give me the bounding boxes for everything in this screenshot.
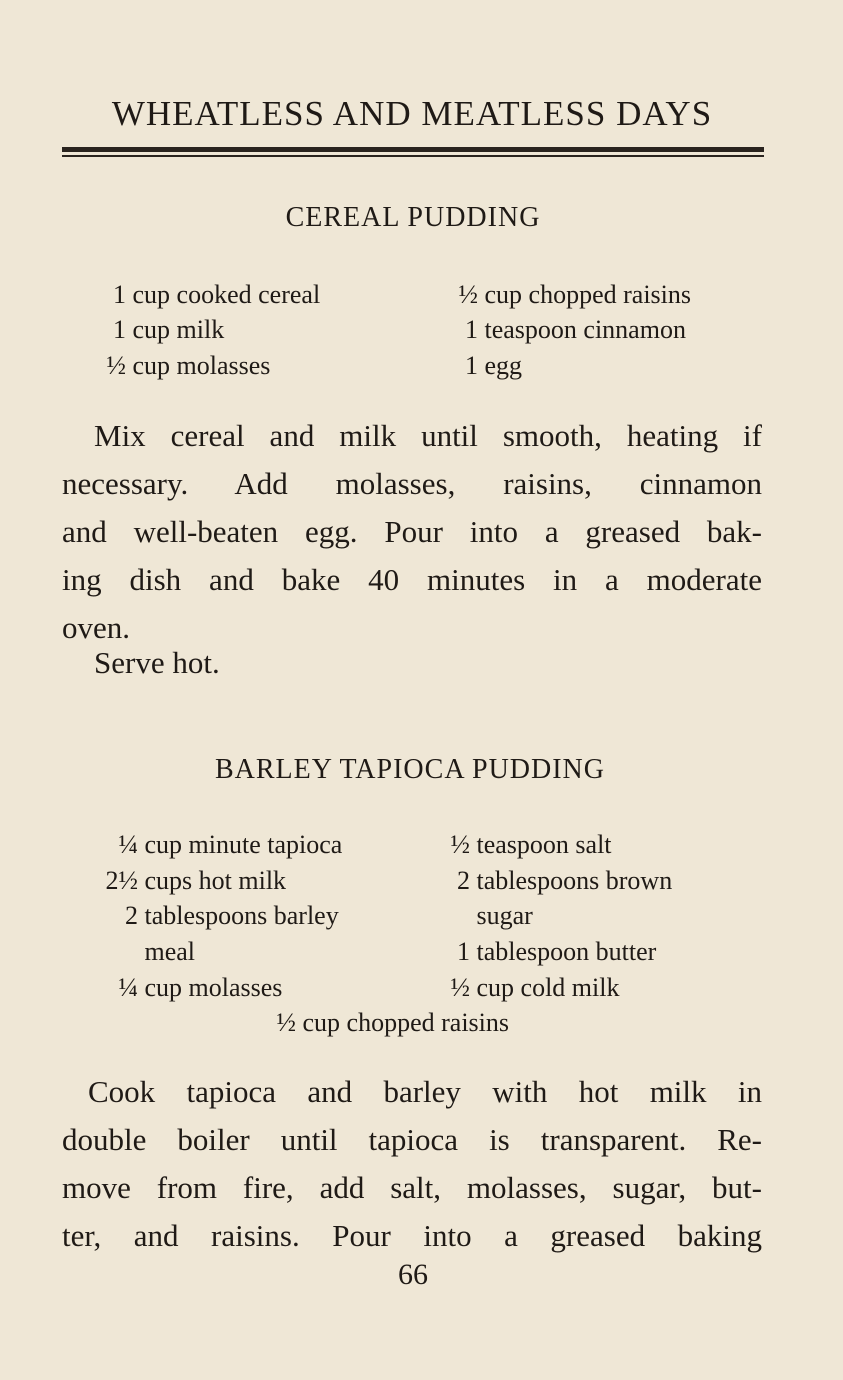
recipe-directions — [62, 1068, 762, 1260]
recipe-directions — [62, 412, 762, 652]
running-head: WHEATLESS AND MEATLESS DAYS — [111, 94, 713, 133]
ingredient-qty: ½ — [450, 830, 470, 859]
directions-line: necessary. Add molasses, raisins, cinnamon — [62, 466, 762, 501]
ingredient-text: egg — [484, 351, 523, 380]
serve-note: Serve hot. — [94, 645, 220, 680]
directions-line: Cook tapioca and barley with hot milk in — [88, 1074, 762, 1109]
ingredient-text: cups hot milk — [144, 866, 287, 895]
ingredient-item — [88, 280, 320, 310]
ingredient-text: meal — [144, 937, 196, 966]
ingredient-text: teaspoon salt — [476, 830, 612, 859]
header-rule-thin — [62, 155, 764, 157]
directions-line: double boiler until tapioca is transparent. Re- — [62, 1122, 762, 1157]
ingredient-item — [440, 351, 522, 381]
ingredient-qty: 2 — [125, 901, 138, 930]
ingredient-text: tablespoon butter — [476, 937, 657, 966]
ingredient-item — [80, 973, 282, 1003]
ingredient-text: cup chopped raisins — [302, 1008, 510, 1037]
ingredient-text: cup cooked cereal — [132, 280, 321, 309]
ingredient-item — [440, 280, 691, 310]
ingredient-text: tablespoons barley — [144, 901, 339, 930]
ingredient-item — [428, 901, 533, 931]
ingredient-qty: 1 — [113, 315, 126, 344]
ingredient-qty: 1 — [457, 937, 470, 966]
ingredient-item — [88, 315, 224, 345]
ingredient-qty: 2½ — [105, 866, 138, 895]
ingredient-text: cup chopped raisins — [484, 280, 692, 309]
ingredient-text: cup cold milk — [476, 973, 620, 1002]
ingredient-text: tablespoons brown — [476, 866, 673, 895]
ingredient-item — [428, 973, 619, 1003]
directions-line: ing dish and bake 40 minutes in a moderate — [62, 562, 762, 597]
ingredient-text: teaspoon cinnamon — [484, 315, 686, 344]
directions-line: Mix cereal and milk until smooth, heating if — [94, 418, 762, 453]
page-number: 66 — [398, 1258, 428, 1291]
ingredient-qty: 1 — [465, 315, 478, 344]
ingredient-qty: ½ — [106, 351, 126, 380]
ingredient-item — [260, 1008, 509, 1038]
ingredient-item — [88, 351, 270, 381]
ingredient-item — [428, 830, 612, 860]
directions-line: move from fire, add salt, molasses, sugar, but- — [62, 1170, 762, 1205]
ingredient-text: cup minute tapioca — [144, 830, 343, 859]
ingredient-item — [80, 937, 195, 967]
recipe-title-barley-tapioca-pudding: BARLEY TAPIOCA PUDDING — [214, 754, 605, 785]
directions-line: and well-beaten egg. Pour into a greased bak- — [62, 514, 762, 549]
ingredient-qty: ¼ — [118, 830, 138, 859]
ingredient-qty: ½ — [450, 973, 470, 1002]
header-rule-thick — [62, 147, 764, 152]
ingredient-qty: ¼ — [118, 973, 138, 1002]
ingredient-item — [428, 937, 656, 967]
ingredient-item — [80, 901, 339, 931]
recipe-title-cereal-pudding: CEREAL PUDDING — [285, 202, 541, 233]
ingredient-qty: 2 — [457, 866, 470, 895]
ingredient-qty: 1 — [465, 351, 478, 380]
ingredient-item — [80, 866, 286, 896]
ingredient-item — [80, 830, 342, 860]
ingredient-text: cup molasses — [132, 351, 271, 380]
directions-line: ter, and raisins. Pour into a greased baking — [62, 1218, 762, 1253]
ingredient-qty: ½ — [276, 1008, 296, 1037]
directions-line: oven. — [62, 610, 131, 645]
ingredient-item — [428, 866, 672, 896]
ingredient-qty: ½ — [458, 280, 478, 309]
ingredient-item — [440, 315, 686, 345]
ingredient-text: cup molasses — [144, 973, 283, 1002]
ingredient-qty: 1 — [113, 280, 126, 309]
ingredient-text: sugar — [476, 901, 533, 930]
ingredient-text: cup milk — [132, 315, 225, 344]
